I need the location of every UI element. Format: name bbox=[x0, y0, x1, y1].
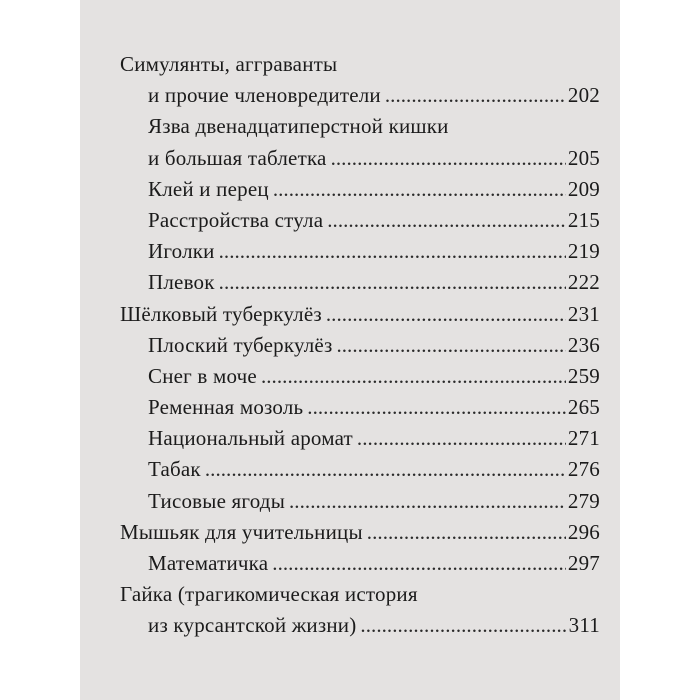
toc-entry bbox=[120, 83, 600, 114]
toc-entry bbox=[120, 333, 600, 364]
toc-entry-title: Плоский туберкулёз bbox=[148, 332, 333, 357]
toc-entry bbox=[120, 520, 600, 551]
toc-leader-dots bbox=[219, 239, 566, 264]
toc-page-number: 265 bbox=[567, 395, 600, 420]
toc-entry-title-line bbox=[120, 52, 600, 83]
toc-entry-title: Язва двенадцатиперстной кишки bbox=[148, 114, 449, 139]
toc-entry bbox=[120, 426, 600, 457]
toc-leader-dots bbox=[289, 489, 566, 514]
toc-entry bbox=[120, 551, 600, 582]
toc-leader-dots bbox=[273, 177, 566, 202]
toc-entry bbox=[120, 177, 600, 208]
toc-leader-dots bbox=[327, 208, 566, 233]
toc-page-number: 209 bbox=[567, 176, 600, 201]
toc-entry-title-line bbox=[120, 114, 600, 145]
toc-leader-dots bbox=[360, 613, 566, 638]
toc-page-number: 279 bbox=[567, 488, 600, 513]
toc-leader-dots bbox=[205, 457, 566, 482]
toc-entry-title: Расстройства стула bbox=[148, 207, 324, 232]
toc-entry-title: Плевок bbox=[148, 270, 215, 295]
toc-page-number: 236 bbox=[567, 332, 600, 357]
toc-entry bbox=[120, 395, 600, 426]
table-of-contents bbox=[120, 52, 600, 645]
toc-entry-title: из курсантской жизни) bbox=[148, 613, 357, 638]
toc-page-number: 297 bbox=[567, 551, 600, 575]
toc-entry bbox=[120, 302, 600, 333]
toc-leader-dots bbox=[261, 364, 566, 389]
toc-entry-title: Тисовые ягоды bbox=[148, 488, 285, 513]
toc-entry-title: Шёлковый туберкулёз bbox=[120, 301, 322, 326]
toc-page-number: 271 bbox=[567, 426, 600, 451]
toc-entry bbox=[120, 239, 600, 270]
toc-entry-title: Математичка bbox=[148, 551, 269, 575]
toc-entry-title: Симулянты, агграванты bbox=[120, 52, 338, 76]
toc-entry bbox=[120, 364, 600, 395]
toc-entry-title: Табак bbox=[148, 457, 201, 482]
toc-entry bbox=[120, 208, 600, 239]
toc-leader-dots bbox=[331, 146, 566, 171]
toc-leader-dots bbox=[326, 302, 566, 327]
toc-page-number: 276 bbox=[567, 457, 600, 482]
toc-page-number: 205 bbox=[567, 145, 600, 170]
toc-entry-title: Клей и перец bbox=[148, 176, 269, 201]
toc-page-number: 296 bbox=[567, 519, 600, 544]
toc-entry-title: Национальный аромат bbox=[148, 426, 353, 451]
toc-leader-dots bbox=[367, 520, 566, 545]
toc-page-number: 219 bbox=[567, 239, 600, 264]
toc-entry-title: Гайка (трагикомическая история bbox=[120, 582, 418, 607]
toc-entry-title-line bbox=[120, 582, 600, 613]
toc-entry-title: Снег в моче bbox=[148, 363, 257, 388]
toc-entry bbox=[120, 146, 600, 177]
toc-leader-dots bbox=[357, 426, 566, 451]
toc-entry-title: и прочие членовредители bbox=[148, 83, 381, 108]
toc-entry-title: Мышьяк для учительницы bbox=[120, 519, 363, 544]
toc-leader-dots bbox=[219, 270, 566, 295]
toc-page-number: 222 bbox=[567, 270, 600, 295]
toc-page-number: 259 bbox=[567, 363, 600, 388]
toc-page-number: 202 bbox=[567, 83, 600, 108]
toc-leader-dots bbox=[307, 395, 566, 420]
toc-leader-dots bbox=[336, 333, 565, 358]
toc-entry bbox=[120, 270, 600, 301]
toc-page-number: 215 bbox=[567, 207, 600, 232]
toc-entry-title: Ременная мозоль bbox=[148, 395, 304, 420]
toc-entry bbox=[120, 489, 600, 520]
toc-entry bbox=[120, 613, 600, 644]
toc-entry-title: и большая таблетка bbox=[148, 145, 327, 170]
toc-page-number: 231 bbox=[567, 301, 600, 326]
toc-entry-title: Иголки bbox=[148, 239, 215, 264]
toc-leader-dots bbox=[385, 83, 566, 108]
toc-entry bbox=[120, 457, 600, 488]
toc-leader-dots bbox=[272, 551, 566, 576]
toc-page-number: 311 bbox=[568, 613, 600, 638]
